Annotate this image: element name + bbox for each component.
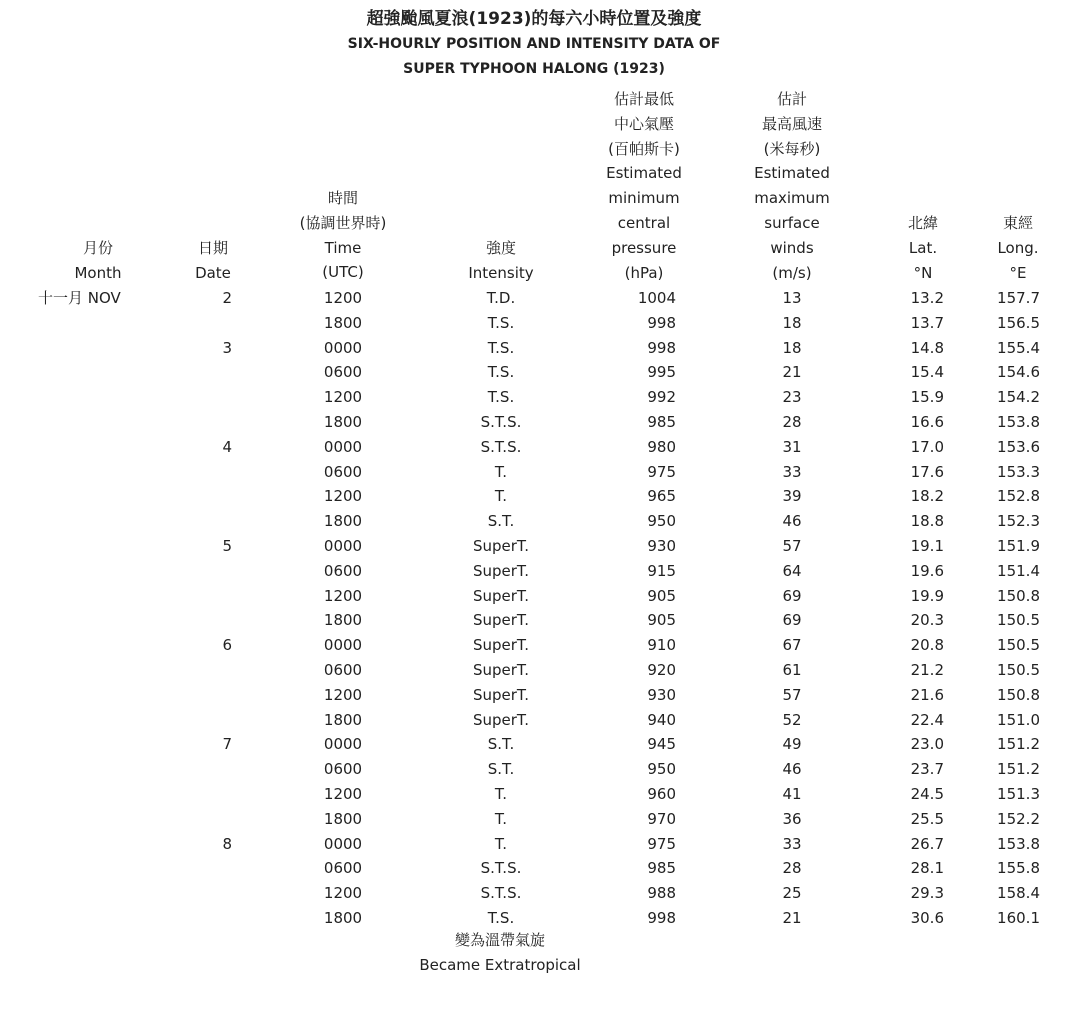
header-lon xyxy=(988,211,1048,285)
header-pressure-en1: Estimated xyxy=(606,164,682,183)
cell-lat: 13.2 xyxy=(910,289,944,307)
cell-intensity: T. xyxy=(494,834,508,853)
table-row xyxy=(0,881,1080,906)
cell-pressure: 980 xyxy=(647,437,676,456)
table-row xyxy=(0,360,1080,385)
cell-pressure: 965 xyxy=(647,487,676,506)
cell-winds: 33 xyxy=(782,834,802,853)
cell-time: 1800 xyxy=(323,809,363,828)
cell-winds: 61 xyxy=(782,661,802,679)
cell-intensity: T.S. xyxy=(487,363,515,382)
cell-intensity: SuperT. xyxy=(472,537,530,555)
header-month-zh: 月份 xyxy=(82,239,113,257)
header-time-en1: Time xyxy=(324,238,362,257)
cell-month: 十一月 NOV xyxy=(38,289,121,307)
cell-lat: 20.3 xyxy=(910,611,944,630)
table-row xyxy=(0,286,1080,311)
cell-lon: 150.5 xyxy=(997,661,1040,679)
cell-pressure: 988 xyxy=(647,884,676,903)
cell-winds: 46 xyxy=(782,760,802,779)
extratropical-note xyxy=(400,928,600,978)
cell-pressure: 998 xyxy=(647,338,676,357)
cell-intensity: T.S. xyxy=(487,313,515,332)
table-row xyxy=(0,633,1080,658)
header-pressure-en2: minimum xyxy=(608,189,680,208)
cell-intensity: SuperT. xyxy=(472,586,530,605)
cell-winds: 31 xyxy=(782,437,802,456)
cell-lat: 19.1 xyxy=(910,537,944,555)
table-row xyxy=(0,683,1080,708)
cell-lat: 16.6 xyxy=(910,413,944,431)
cell-lat: 17.6 xyxy=(910,462,944,481)
table-row xyxy=(0,534,1080,559)
cell-lon: 160.1 xyxy=(997,909,1040,927)
cell-intensity: T. xyxy=(494,785,508,803)
cell-intensity: S.T.S. xyxy=(480,884,522,903)
table-row xyxy=(0,856,1080,881)
table-row xyxy=(0,732,1080,757)
cell-time: 0000 xyxy=(323,537,363,555)
table-row xyxy=(0,782,1080,807)
cell-lon: 152.8 xyxy=(997,487,1040,506)
cell-winds: 46 xyxy=(782,512,802,531)
cell-time: 0600 xyxy=(323,462,363,481)
cell-winds: 57 xyxy=(782,537,802,555)
cell-lat: 15.4 xyxy=(910,363,944,382)
cell-pressure: 975 xyxy=(647,462,676,481)
title-english-line-2: SUPER TYPHOON HALONG (1923) xyxy=(403,61,665,77)
footer-en: Became Extratropical xyxy=(419,956,581,974)
cell-intensity: T.S. xyxy=(487,338,515,357)
cell-winds: 64 xyxy=(782,561,802,580)
header-date-en: Date xyxy=(195,263,231,282)
cell-intensity: S.T. xyxy=(487,512,515,531)
header-winds-en5: (m/s) xyxy=(772,263,812,282)
cell-lat: 23.0 xyxy=(910,735,944,754)
header-date xyxy=(183,236,243,286)
table-row xyxy=(0,460,1080,485)
cell-lat: 24.5 xyxy=(910,785,944,803)
cell-intensity: T.S. xyxy=(487,388,515,407)
cell-lat: 18.2 xyxy=(910,487,944,506)
cell-time: 0000 xyxy=(323,834,363,853)
cell-intensity: SuperT. xyxy=(472,685,530,704)
cell-intensity: T.D. xyxy=(486,289,516,307)
cell-pressure: 1004 xyxy=(637,289,676,307)
title-english-line-1: SIX-HOURLY POSITION AND INTENSITY DATA OF xyxy=(347,36,721,52)
footer-zh: 變為溫帶氣旋 xyxy=(454,931,545,949)
cell-pressure: 930 xyxy=(647,537,676,555)
header-lat xyxy=(893,211,953,285)
cell-time: 0600 xyxy=(323,859,363,878)
cell-lon: 158.4 xyxy=(997,884,1040,903)
header-winds-zh2: 最高風速 xyxy=(761,114,822,133)
header-intensity xyxy=(441,236,561,286)
cell-time: 1800 xyxy=(323,611,363,630)
header-pressure-en5: (hPa) xyxy=(624,263,664,282)
cell-intensity: S.T.S. xyxy=(480,859,522,878)
header-pressure xyxy=(584,87,704,285)
cell-winds: 57 xyxy=(782,685,802,704)
cell-winds: 13 xyxy=(782,289,802,307)
cell-pressure: 940 xyxy=(647,710,676,729)
cell-pressure: 998 xyxy=(647,313,676,332)
cell-lat: 15.9 xyxy=(910,388,944,407)
cell-pressure: 915 xyxy=(647,561,676,580)
cell-intensity: SuperT. xyxy=(472,636,530,655)
header-time-en2: (UTC) xyxy=(322,263,364,282)
cell-time: 1200 xyxy=(323,785,363,803)
cell-lon: 151.0 xyxy=(997,710,1040,729)
cell-intensity: SuperT. xyxy=(472,710,530,729)
header-winds-en3: surface xyxy=(764,213,820,232)
cell-pressure: 945 xyxy=(647,735,676,754)
header-intensity-en: Intensity xyxy=(468,263,534,282)
cell-winds: 33 xyxy=(782,462,802,481)
cell-time: 1200 xyxy=(323,586,363,605)
cell-pressure: 992 xyxy=(647,388,676,407)
header-pressure-zh2: 中心氣壓 xyxy=(613,114,674,133)
table-row xyxy=(0,410,1080,435)
cell-pressure: 970 xyxy=(647,809,676,828)
cell-lon: 150.8 xyxy=(997,586,1040,605)
header-winds-en4: winds xyxy=(770,238,814,257)
cell-winds: 36 xyxy=(782,809,802,828)
cell-time: 0000 xyxy=(323,437,363,456)
cell-lon: 152.2 xyxy=(997,809,1040,828)
table-row xyxy=(0,832,1080,857)
header-lat-en: Lat. xyxy=(908,238,938,257)
cell-lon: 152.3 xyxy=(997,512,1040,531)
cell-pressure: 975 xyxy=(647,834,676,853)
cell-time: 0600 xyxy=(323,760,363,779)
cell-pressure: 998 xyxy=(647,909,676,927)
cell-winds: 21 xyxy=(782,363,802,382)
cell-pressure: 905 xyxy=(647,586,676,605)
table-row xyxy=(0,336,1080,361)
cell-lon: 150.5 xyxy=(997,611,1040,630)
cell-time: 1800 xyxy=(323,710,363,729)
cell-date: 4 xyxy=(222,437,232,456)
cell-lat: 23.7 xyxy=(910,760,944,779)
cell-lon: 153.8 xyxy=(997,834,1040,853)
cell-date: 2 xyxy=(222,289,232,307)
cell-winds: 69 xyxy=(782,611,802,630)
header-month xyxy=(58,236,138,286)
cell-time: 0600 xyxy=(323,561,363,580)
cell-pressure: 905 xyxy=(647,611,676,630)
cell-time: 1200 xyxy=(323,685,363,704)
cell-lon: 155.4 xyxy=(997,338,1040,357)
cell-lat: 30.6 xyxy=(910,909,944,927)
cell-lon: 151.9 xyxy=(997,537,1040,555)
header-winds-en2: maximum xyxy=(754,189,830,208)
cell-intensity: T. xyxy=(494,487,508,506)
cell-time: 0600 xyxy=(323,363,363,382)
cell-lat: 17.0 xyxy=(910,437,944,456)
cell-date: 6 xyxy=(222,636,232,655)
cell-lat: 25.5 xyxy=(910,809,944,828)
header-intensity-zh: 強度 xyxy=(485,239,516,257)
header-pressure-en4: pressure xyxy=(611,238,677,257)
cell-lat: 26.7 xyxy=(910,834,944,853)
header-lon-unit: °E xyxy=(1009,263,1027,282)
header-time-zh1: 時間 xyxy=(327,189,358,207)
header-lon-zh: 東經 xyxy=(1002,214,1033,232)
cell-date: 8 xyxy=(222,834,232,853)
header-winds-zh3: (米每秒) xyxy=(763,139,821,158)
cell-winds: 23 xyxy=(782,388,802,407)
cell-pressure: 930 xyxy=(647,685,676,704)
cell-lat: 22.4 xyxy=(910,710,944,729)
cell-lat: 21.2 xyxy=(910,661,944,679)
cell-winds: 18 xyxy=(782,338,802,357)
cell-time: 0000 xyxy=(323,636,363,655)
cell-winds: 49 xyxy=(782,735,802,754)
table-row xyxy=(0,658,1080,683)
cell-winds: 52 xyxy=(782,710,802,729)
cell-intensity: S.T.S. xyxy=(480,437,522,456)
cell-time: 0600 xyxy=(323,661,363,679)
cell-lon: 154.2 xyxy=(997,388,1040,407)
cell-intensity: S.T. xyxy=(487,735,515,754)
header-time-zh2: (協調世界時) xyxy=(299,213,387,232)
header-month-en: Month xyxy=(74,263,122,282)
table-row xyxy=(0,708,1080,733)
cell-lon: 156.5 xyxy=(997,313,1040,332)
cell-time: 1200 xyxy=(323,289,363,307)
table-row xyxy=(0,757,1080,782)
cell-lon: 153.6 xyxy=(997,437,1040,456)
cell-lat: 29.3 xyxy=(910,884,944,903)
header-winds-en1: Estimated xyxy=(754,164,830,183)
table-row xyxy=(0,807,1080,832)
cell-lat: 14.8 xyxy=(910,338,944,357)
cell-lon: 153.8 xyxy=(997,413,1040,431)
cell-intensity: SuperT. xyxy=(472,561,530,580)
cell-intensity: SuperT. xyxy=(472,661,530,679)
cell-time: 1200 xyxy=(323,388,363,407)
cell-lat: 13.7 xyxy=(910,313,944,332)
cell-winds: 21 xyxy=(782,909,802,927)
header-winds xyxy=(732,87,852,285)
cell-time: 1800 xyxy=(323,512,363,531)
header-lat-zh: 北緯 xyxy=(907,214,938,232)
cell-pressure: 910 xyxy=(647,636,676,655)
cell-pressure: 950 xyxy=(647,512,676,531)
cell-time: 1800 xyxy=(323,909,363,927)
cell-lon: 157.7 xyxy=(997,289,1040,307)
table-row xyxy=(0,559,1080,584)
cell-pressure: 920 xyxy=(647,661,676,679)
table-row xyxy=(0,385,1080,410)
cell-lon: 155.8 xyxy=(997,859,1040,878)
table-row xyxy=(0,584,1080,609)
cell-winds: 28 xyxy=(782,859,802,878)
cell-lat: 28.1 xyxy=(910,859,944,878)
header-pressure-zh1: 估計最低 xyxy=(613,90,674,108)
cell-winds: 25 xyxy=(782,884,802,903)
cell-lat: 21.6 xyxy=(910,685,944,704)
cell-lat: 19.6 xyxy=(910,561,944,580)
cell-intensity: T. xyxy=(494,809,508,828)
cell-time: 1800 xyxy=(323,313,363,332)
cell-intensity: SuperT. xyxy=(472,611,530,630)
header-winds-zh1: 估計 xyxy=(776,90,807,108)
cell-winds: 28 xyxy=(782,413,802,431)
cell-lon: 150.5 xyxy=(997,636,1040,655)
cell-winds: 67 xyxy=(782,636,802,655)
cell-lon: 150.8 xyxy=(997,685,1040,704)
cell-pressure: 950 xyxy=(647,760,676,779)
cell-winds: 18 xyxy=(782,313,802,332)
cell-lat: 20.8 xyxy=(910,636,944,655)
table-row xyxy=(0,509,1080,534)
header-lon-en: Long. xyxy=(997,238,1039,257)
cell-winds: 69 xyxy=(782,586,802,605)
cell-lat: 18.8 xyxy=(910,512,944,531)
cell-winds: 39 xyxy=(782,487,802,506)
cell-intensity: S.T. xyxy=(487,760,515,779)
header-pressure-en3: central xyxy=(617,213,671,232)
cell-intensity: T.S. xyxy=(487,909,515,927)
document-title xyxy=(0,6,1068,82)
cell-time: 0000 xyxy=(323,735,363,754)
cell-date: 5 xyxy=(222,537,232,555)
header-time xyxy=(273,186,413,285)
cell-lon: 151.2 xyxy=(997,760,1040,779)
cell-pressure: 995 xyxy=(647,363,676,382)
table-row xyxy=(0,484,1080,509)
cell-date: 3 xyxy=(222,338,232,357)
cell-lon: 153.3 xyxy=(997,462,1040,481)
table-row xyxy=(0,608,1080,633)
cell-lon: 154.6 xyxy=(997,363,1040,382)
cell-time: 1800 xyxy=(323,413,363,431)
cell-winds: 41 xyxy=(782,785,802,803)
cell-lon: 151.2 xyxy=(997,735,1040,754)
cell-intensity: S.T.S. xyxy=(480,413,522,431)
table-row xyxy=(0,435,1080,460)
cell-lat: 19.9 xyxy=(910,586,944,605)
header-pressure-zh3: (百帕斯卡) xyxy=(608,139,680,158)
cell-pressure: 985 xyxy=(647,859,676,878)
cell-intensity: T. xyxy=(494,462,508,481)
cell-time: 1200 xyxy=(323,884,363,903)
cell-pressure: 960 xyxy=(647,785,676,803)
cell-time: 1200 xyxy=(323,487,363,506)
cell-time: 0000 xyxy=(323,338,363,357)
cell-date: 7 xyxy=(222,735,232,754)
cell-pressure: 985 xyxy=(647,413,676,431)
header-lat-unit: °N xyxy=(913,263,933,282)
header-date-zh: 日期 xyxy=(197,239,228,257)
cell-lon: 151.3 xyxy=(997,785,1040,803)
title-chinese: 超強颱風夏浪(1923)的每六小時位置及強度 xyxy=(366,9,702,29)
cell-lon: 151.4 xyxy=(997,561,1040,580)
table-row xyxy=(0,311,1080,336)
